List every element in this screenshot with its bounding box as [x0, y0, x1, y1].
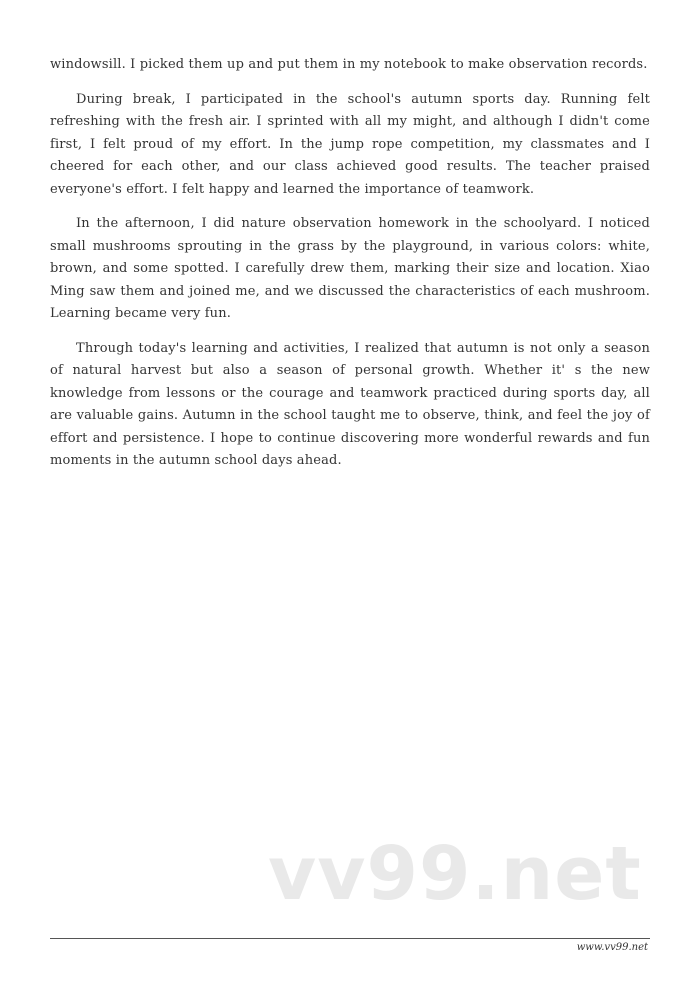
paragraph-conclusion: Through today's learning and activities, I realized that autumn is not only a season of natural harvest but also a season of personal growth. Whether it' s the new knowledge from lessons or the courage and teamwork practiced during sports day, all are valuable gains. Autumn in the school taught me to observe, think, and feel the joy of effort and persistence. I hope to continue discovering more wonderful rewards and fun moments in the autumn school days ahead.	[50, 340, 650, 468]
footer-url: www.vv99.net	[576, 942, 648, 953]
footer-divider	[50, 938, 650, 939]
paragraph-continuation: windowsill. I picked them up and put them in my notebook to make observation records.	[50, 57, 648, 72]
paragraph-nature-observation: In the afternoon, I did nature observation homework in the schoolyard. I noticed small mushrooms sprouting in the grass by the playground, in various colors: white, brown, and some spotted. I carefully drew them, marking their size and location. Xiao Ming saw them and joined me, and we discussed the characteristics of each mushroom. Learning became very fun.	[50, 216, 650, 321]
document-body	[50, 54, 650, 485]
paragraph-sports-day: During break, I participated in the school's autumn sports day. Running felt refreshing with the fresh air. I sprinted with all my might, and although I didn't come first, I felt proud of my effort. In the jump rope competition, my classmates and I cheered for each other, and our class achieved good results. The teacher praised everyone's effort. I felt happy and learned the importance of teamwork.	[50, 91, 650, 197]
watermark: vv99.net	[268, 831, 642, 917]
